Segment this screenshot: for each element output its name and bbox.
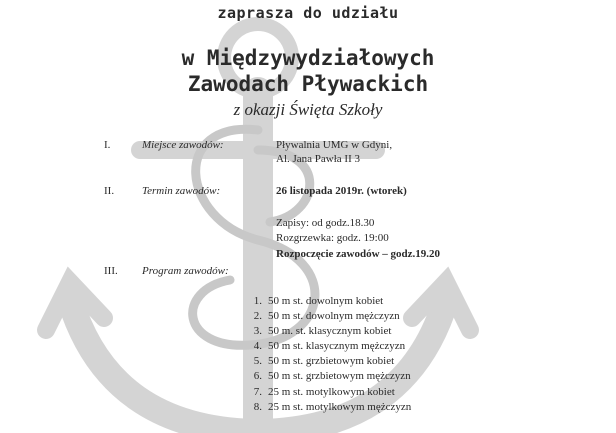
invite-text: zaprasza do udziału <box>217 4 399 22</box>
program-item: 3. 50 m. st. klasycznym kobiet <box>253 325 392 338</box>
program-item: 7. 25 m st. motylkowym kobiet <box>253 385 395 398</box>
section-1-number: I. <box>104 139 111 151</box>
venue-line-2: Al. Jana Pawła II 3 <box>276 153 361 165</box>
program-item: 8. 25 m st. motylkowym mężczyzn <box>253 400 412 413</box>
registration-time: Zapisy: od godz.18.30 <box>276 217 375 229</box>
program-item: 2. 50 m st. dowolnym mężczyzn <box>253 310 400 323</box>
venue-line-1: Pływalnia UMG w Gdyni, <box>276 139 393 151</box>
warmup-time: Rozgrzewka: godz. 19:00 <box>276 232 389 244</box>
program-item: 5. 50 m st. grzbietowym kobiet <box>253 355 395 368</box>
program-item: 1. 50 m st. dowolnym kobiet <box>253 295 384 307</box>
title-line-2: Zawodach Pływackich <box>187 72 429 96</box>
section-2-number: II. <box>104 185 115 197</box>
event-date: 26 listopada 2019r. (wtorek) <box>276 185 407 197</box>
section-1-label: Miejsce zawodów: <box>142 139 224 151</box>
section-3-label: Program zawodów: <box>142 265 229 277</box>
section-3-number: III. <box>104 265 118 277</box>
section-2-label: Termin zawodów: <box>142 185 221 197</box>
program-item: 6. 50 m st. grzbietowym mężczyzn <box>253 370 411 383</box>
program-list <box>244 294 411 415</box>
subtitle: z okazji Święta Szkoły <box>233 100 383 119</box>
start-time: Rozpoczęcie zawodów – godz.19.20 <box>276 248 441 260</box>
title-line-1: w Międzywydziałowych <box>181 46 435 70</box>
program-item: 4. 50 m st. klasycznym mężczyzn <box>253 340 406 353</box>
